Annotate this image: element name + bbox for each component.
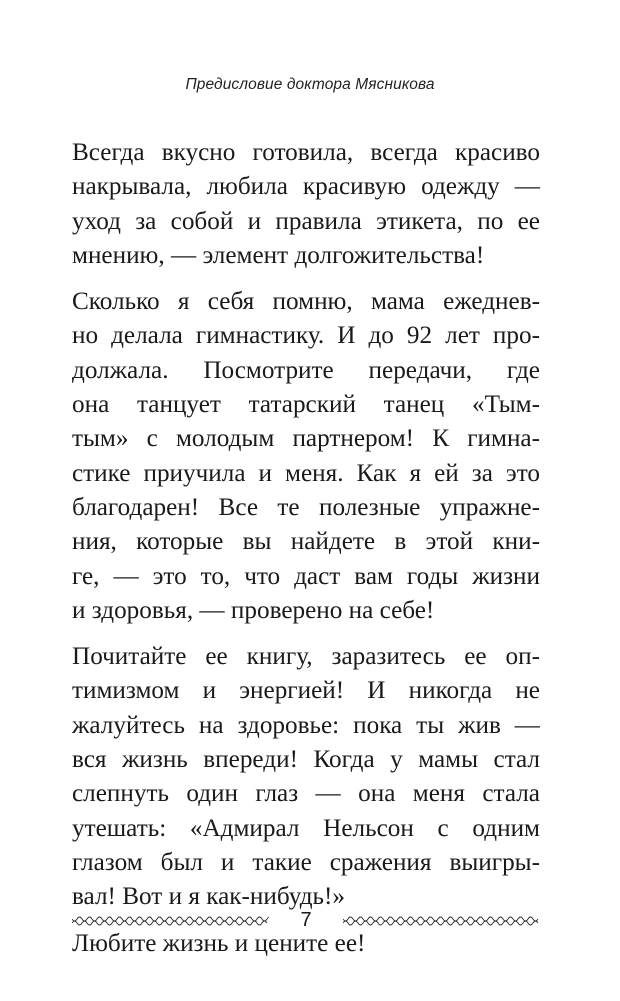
text-line: Любите жизнь и цените ее! <box>72 929 366 957</box>
paragraph-2 <box>72 285 540 628</box>
text-line: но делала гимнастику. И до 92 лет про- <box>72 322 540 350</box>
text-line: ге, — это то, что даст вам годы жизни <box>72 562 540 590</box>
text-line: Всегда вкусно готовила, всегда красиво <box>72 139 540 166</box>
text-line: вся жизнь впереди! Когда у мамы стал <box>72 746 540 774</box>
text-line: стике приучила и меня. Как я ей за это <box>72 459 540 487</box>
text-line: утешать: «Адмирал Нельсон с одним <box>72 814 540 842</box>
text-line: Сколько я себя помню, мама ежеднев- <box>72 288 540 316</box>
text-line: слепнуть один глаз — она меня стала <box>72 780 540 808</box>
text-line: вал! Вот и я как-нибудь!» <box>72 883 346 911</box>
text-line: и здоровья, — проверено на себе! <box>72 596 435 624</box>
running-head: Предисловие доктора Мясникова <box>185 76 435 93</box>
text-line: тимизмом и энергией! И никогда не <box>72 677 540 705</box>
text-line: глазом был и такие сражения выигры- <box>72 848 540 876</box>
page-number: 7 <box>300 909 312 931</box>
paragraph-3 <box>72 640 540 914</box>
paragraph-1 <box>72 136 540 273</box>
text-line: накрывала, любила красивую одежду — <box>72 173 540 201</box>
text-line: Почитайте ее книгу, заразитесь ее оп- <box>72 643 540 671</box>
wave-ornament-icon <box>343 916 540 926</box>
text-line: уход за собой и правила этикета, по ее <box>72 207 540 235</box>
page-footer <box>72 906 540 936</box>
text-line: тым» с молодым партнером! К гимна- <box>72 425 540 453</box>
text-line: ния, которые вы найдете в этой кни- <box>72 528 540 556</box>
text-line: она танцует татарский танец «Тым- <box>72 391 540 419</box>
page-body <box>72 136 540 973</box>
text-line: должала. Посмотрите передачи, где <box>72 356 540 384</box>
text-line: мнению, — элемент долгожительства! <box>72 241 485 269</box>
text-line: благодарен! Все те полезные упражне- <box>72 493 540 521</box>
text-line: жалуйтесь на здоровье: пока ты жив — <box>72 711 540 739</box>
